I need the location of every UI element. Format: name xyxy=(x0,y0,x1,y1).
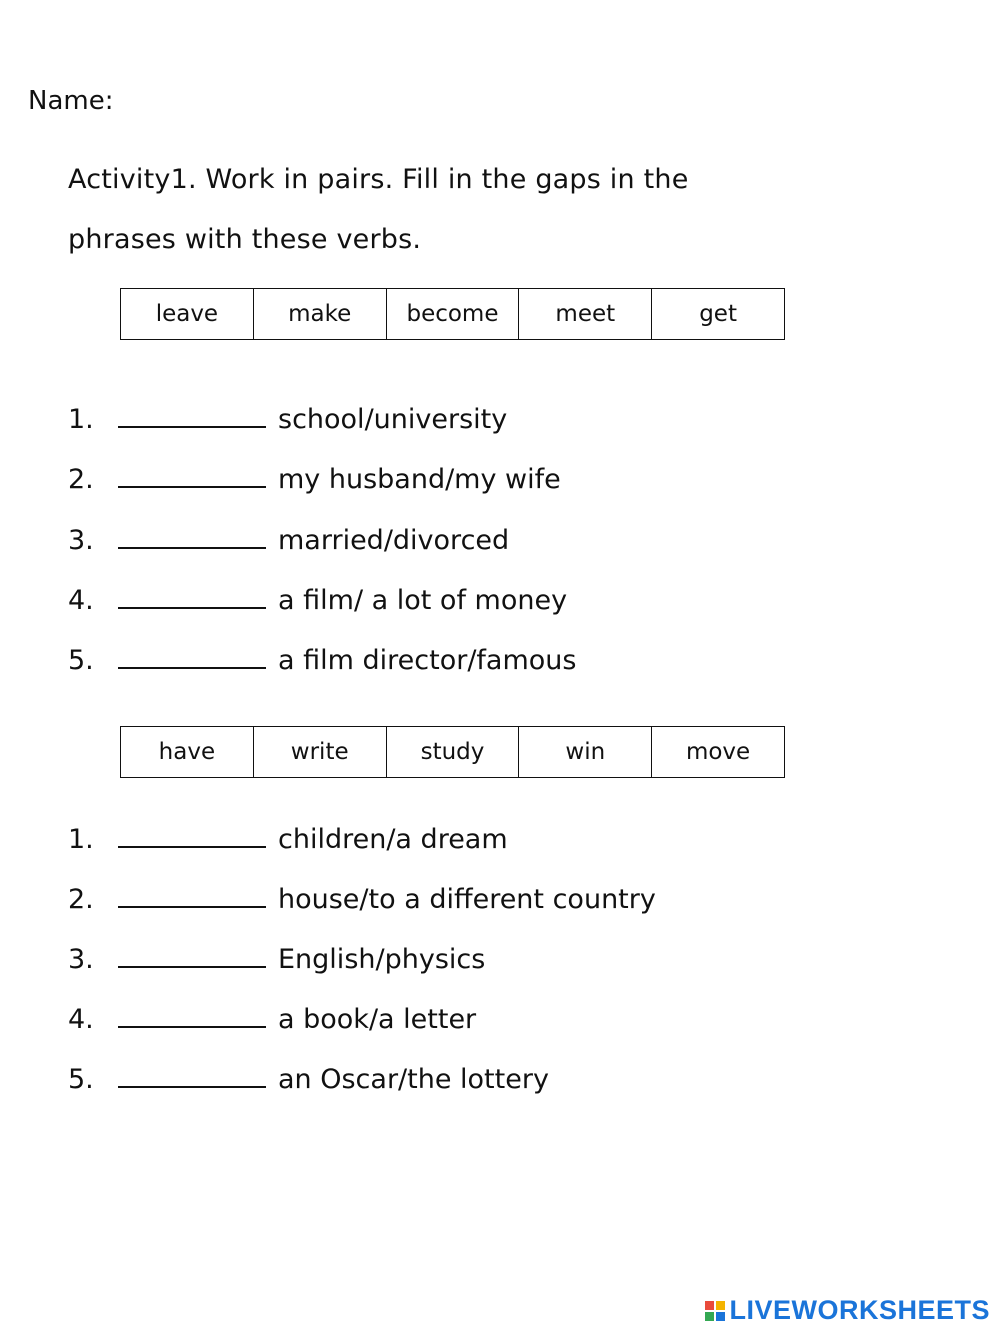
item-number: 1. xyxy=(68,824,94,855)
word-box-2 xyxy=(120,726,785,778)
exercise-item xyxy=(68,824,508,855)
item-text: a film director/famous xyxy=(278,645,577,676)
item-text: school/university xyxy=(278,404,508,435)
exercise-item xyxy=(68,464,561,495)
item-text: my husband/my wife xyxy=(278,464,561,495)
word-cell: have xyxy=(121,727,254,777)
word-cell: move xyxy=(685,739,751,765)
word-cell: get xyxy=(699,301,737,327)
liveworksheets-logo xyxy=(705,1295,990,1326)
answer-blank[interactable] xyxy=(118,824,266,848)
item-number: 2. xyxy=(68,464,94,495)
answer-blank[interactable] xyxy=(118,525,266,549)
logo-block xyxy=(716,1301,725,1310)
name-label: Name: xyxy=(28,86,114,116)
word-cell: make xyxy=(254,289,387,339)
word-cell: meet xyxy=(519,289,652,339)
exercise-item xyxy=(68,884,656,915)
logo-blocks-icon xyxy=(705,1301,725,1321)
answer-blank[interactable] xyxy=(118,1064,266,1088)
item-text: English/physics xyxy=(278,944,486,975)
logo-block xyxy=(716,1312,725,1321)
answer-blank[interactable] xyxy=(118,944,266,968)
item-text: an Oscar/the lottery xyxy=(278,1064,549,1095)
answer-blank[interactable] xyxy=(118,884,266,908)
item-text: children/a dream xyxy=(278,824,508,855)
word-cell: write xyxy=(254,727,387,777)
word-cell: become xyxy=(387,289,520,339)
word-box-1 xyxy=(120,288,785,340)
instruction-line-1: Activity1. Work in pairs. Fill in the gaps in the xyxy=(68,164,689,195)
answer-blank[interactable] xyxy=(118,645,266,669)
answer-blank[interactable] xyxy=(118,585,266,609)
answer-blank[interactable] xyxy=(118,1004,266,1028)
item-number: 3. xyxy=(68,525,94,556)
exercise-item xyxy=(68,645,576,676)
exercise-item xyxy=(68,1004,476,1035)
word-cell: study xyxy=(387,727,520,777)
word-cell: leave xyxy=(121,289,254,339)
item-number: 2. xyxy=(68,884,94,915)
answer-blank[interactable] xyxy=(118,464,266,488)
logo-text: LIVEWORKSHEETS xyxy=(729,1295,990,1325)
exercise-item xyxy=(68,944,485,975)
item-text: married/divorced xyxy=(278,525,510,556)
exercise-item xyxy=(68,525,509,556)
item-text: house/to a different country xyxy=(278,884,656,915)
item-number: 3. xyxy=(68,944,94,975)
logo-block xyxy=(705,1301,714,1310)
item-number: 5. xyxy=(68,645,94,676)
exercise-item xyxy=(68,585,567,616)
item-number: 1. xyxy=(68,404,94,435)
item-number: 5. xyxy=(68,1064,94,1095)
answer-blank[interactable] xyxy=(118,404,266,428)
item-number: 4. xyxy=(68,585,94,616)
exercise-item xyxy=(68,404,507,435)
word-cell: win xyxy=(519,727,652,777)
exercise-item xyxy=(68,1064,549,1095)
logo-block xyxy=(705,1312,714,1321)
item-number: 4. xyxy=(68,1004,94,1035)
item-text: a book/a letter xyxy=(278,1004,477,1035)
item-text: a film/ a lot of money xyxy=(278,585,568,616)
instruction-line-2: phrases with these verbs. xyxy=(68,224,422,255)
